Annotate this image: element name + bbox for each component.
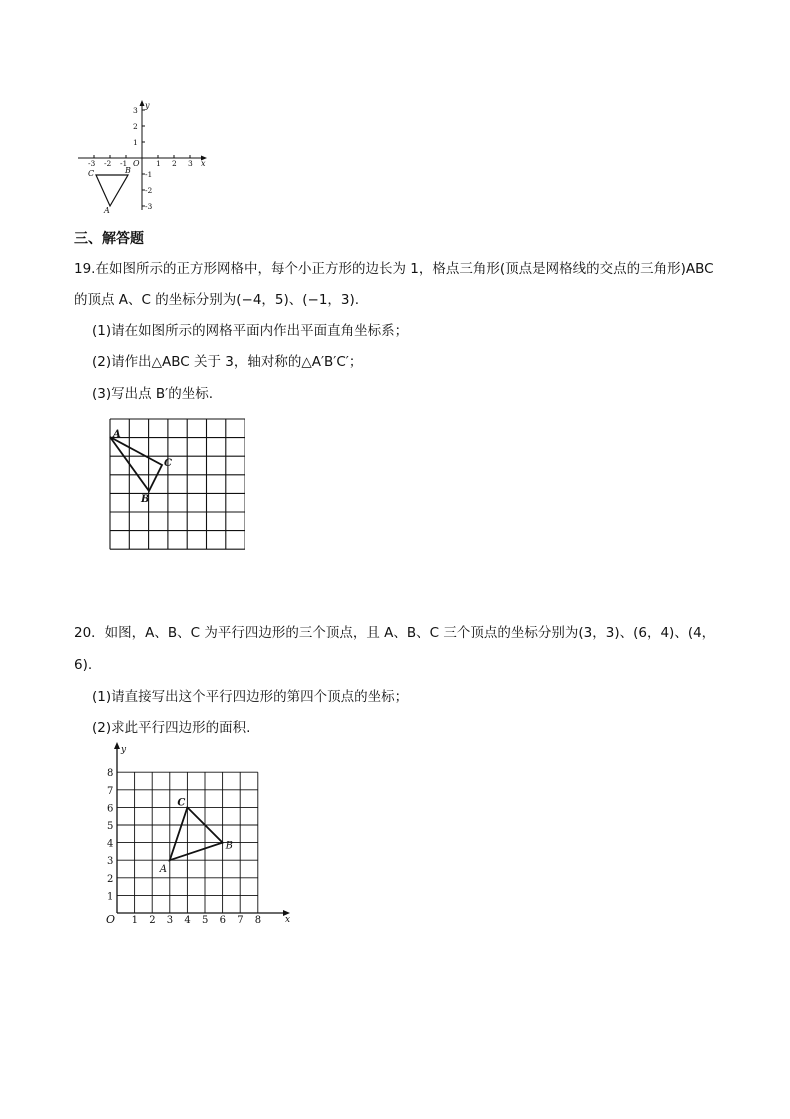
y-tick-label: 7 bbox=[107, 785, 114, 797]
y-tick-label: -2 bbox=[145, 186, 153, 195]
point-label-b: B bbox=[141, 494, 150, 505]
q19-line2: 的顶点 A、C 的坐标分别为(−4，5)、(−1，3). bbox=[74, 292, 360, 308]
x-tick-label: 5 bbox=[202, 915, 209, 926]
triangle-abc bbox=[96, 175, 128, 206]
origin-label: O bbox=[133, 159, 140, 168]
q20-sub2: (2)求此平行四边形的面积. bbox=[92, 720, 251, 736]
x-tick-label: 1 bbox=[156, 159, 161, 168]
y-tick-label: 3 bbox=[107, 856, 114, 868]
q19-sub1: (1)请在如图所示的网格平面内作出平面直角坐标系； bbox=[92, 323, 409, 339]
y-tick-label: 8 bbox=[107, 768, 114, 780]
q20-line1: 20．如图，A、B、C 为平行四边形的三个顶点，且 A、B、C 三个顶点的坐标分别为(3，3)、(6，4)、(4， bbox=[74, 625, 716, 641]
x-tick-label: 7 bbox=[237, 915, 244, 926]
grid-lines bbox=[117, 772, 258, 913]
point-label-c: C bbox=[88, 169, 95, 178]
y-tick-label: 5 bbox=[107, 821, 114, 832]
y-tick-labels bbox=[107, 768, 113, 902]
point-label-c: C bbox=[164, 458, 172, 469]
figure-small-coordinate-plane bbox=[70, 98, 215, 216]
y-axis-label: y bbox=[145, 101, 150, 110]
figure-q19-grid bbox=[105, 412, 245, 550]
x-axis-label: x bbox=[285, 915, 291, 925]
triangle-abc bbox=[110, 437, 162, 491]
point-label-a: A bbox=[113, 429, 121, 440]
point-label-b: B bbox=[225, 840, 233, 852]
point-label-c: C bbox=[177, 797, 186, 809]
grid-lines bbox=[110, 419, 245, 549]
y-tick-label: 6 bbox=[107, 803, 114, 815]
x-tick-label: 2 bbox=[149, 915, 156, 926]
point-label-a: A bbox=[104, 206, 110, 215]
y-tick-label: 4 bbox=[107, 838, 114, 850]
x-tick-label: 6 bbox=[219, 915, 226, 926]
x-tick-label: 4 bbox=[184, 915, 191, 926]
x-tick-label: -3 bbox=[88, 159, 96, 168]
q19-sub3: (3)写出点 B′的坐标. bbox=[92, 386, 214, 402]
x-tick-label: 2 bbox=[172, 159, 177, 168]
y-tick-label: 3 bbox=[133, 106, 138, 115]
y-tick-label: 1 bbox=[107, 891, 114, 903]
q19-sub2: (2)请作出△ABC 关于 3，轴对称的△A′B′C′； bbox=[92, 354, 363, 370]
y-axis-arrow-icon bbox=[114, 742, 120, 749]
x-tick-label: 1 bbox=[131, 915, 138, 926]
x-tick-label: -1 bbox=[120, 159, 128, 168]
q20-line2: 6). bbox=[74, 657, 93, 673]
q20-sub1: (1)请直接写出这个平行四边形的第四个顶点的坐标； bbox=[92, 689, 409, 705]
point-label-a: A bbox=[159, 864, 168, 876]
x-tick-label: -2 bbox=[104, 159, 112, 168]
y-axis-label: y bbox=[121, 745, 127, 755]
y-tick-label: 2 bbox=[133, 122, 138, 131]
x-tick-label: 3 bbox=[166, 915, 174, 926]
x-tick-labels bbox=[132, 915, 262, 926]
x-tick-label: 8 bbox=[254, 915, 262, 926]
triangle-abc bbox=[170, 807, 223, 860]
y-tick-label: 2 bbox=[107, 873, 114, 885]
x-tick-label: 3 bbox=[188, 159, 193, 168]
point-label-b: B bbox=[125, 166, 131, 175]
y-tick-label: 1 bbox=[133, 138, 138, 147]
figure-q20-coordinate-grid bbox=[100, 740, 300, 926]
section-title: 三、解答题 bbox=[74, 231, 144, 247]
origin-label: O bbox=[106, 913, 116, 926]
x-axis-label: x bbox=[201, 159, 206, 168]
y-axis-arrow-icon bbox=[140, 100, 145, 106]
y-tick-label: -1 bbox=[145, 170, 153, 179]
q19-line1: 19.在如图所示的正方形网格中，每个小正方形的边长为 1，格点三角形(顶点是网格线的交点的三角形)ABC bbox=[74, 261, 714, 277]
y-tick-label: -3 bbox=[145, 202, 153, 211]
